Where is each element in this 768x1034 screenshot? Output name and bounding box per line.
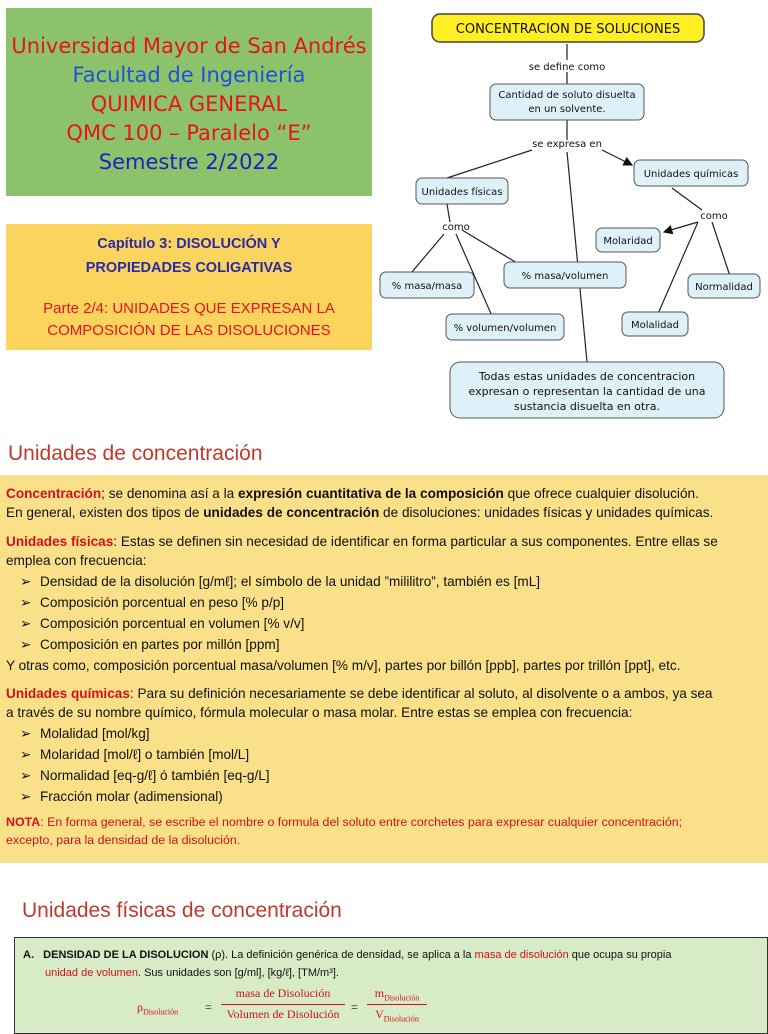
formula-numerator2 bbox=[367, 986, 427, 1002]
course-name: QUIMICA GENERAL bbox=[90, 92, 288, 116]
chapter-title-line2: PROPIEDADES COLIGATIVAS bbox=[85, 260, 293, 276]
formula-m: m bbox=[374, 986, 385, 1000]
semester: Semestre 2/2022 bbox=[98, 150, 280, 174]
chem-item bbox=[20, 724, 150, 743]
density-formula bbox=[137, 986, 437, 1032]
chem-text2: a través de su nombre químico, fórmula molecular o masa molar. Entre estas se emplea con frecuencia: bbox=[6, 705, 633, 720]
phys-item-text: Composición porcentual en volumen [% v/v] bbox=[40, 616, 305, 631]
chem-text1: : Para su definición necesariamente se debe identificar al soluto, al disolvente o a ambos, ya sea bbox=[129, 686, 713, 701]
map-molality: Molalidad bbox=[630, 320, 680, 331]
phys-paragraph bbox=[6, 532, 762, 551]
concentration-section bbox=[0, 475, 768, 863]
p2-text-b: de disoluciones: unidades físicas y unidades químicas. bbox=[379, 505, 714, 520]
phys-item bbox=[20, 635, 280, 654]
chem-item bbox=[20, 787, 223, 806]
bullet-arrow-icon: ➢ bbox=[20, 726, 32, 741]
concept-map bbox=[372, 0, 768, 430]
p2-bold: unidades de concentración bbox=[203, 505, 380, 520]
chem-item bbox=[20, 745, 249, 764]
item-red2: unidad de volumen bbox=[45, 967, 138, 979]
university-name: Universidad Mayor de San Andrés bbox=[11, 34, 367, 58]
phys-item-text: Composición en partes por millón [ppm] bbox=[40, 637, 280, 652]
p2 bbox=[6, 503, 762, 522]
formula-v-sub: Disolución bbox=[383, 1014, 419, 1024]
bullet-arrow-icon: ➢ bbox=[20, 595, 32, 610]
map-molarity: Molaridad bbox=[603, 236, 653, 247]
formula-denominator2 bbox=[367, 1007, 427, 1023]
formula-lhs-sub: Disolución bbox=[143, 1007, 179, 1017]
map-summary-line1: Todas estas unidades de concentracion bbox=[478, 370, 696, 383]
phys-item bbox=[20, 593, 284, 612]
item-text-c: . Sus unidades son [g/ml], [kg/ℓ], [TM/m³]. bbox=[137, 967, 339, 979]
note-text2: excepto, para la densidad de la disolución. bbox=[6, 833, 241, 847]
map-summary-line3: sustancia disuelta en otra. bbox=[514, 400, 660, 413]
p1-text-b: que ofrece cualquier disolución. bbox=[503, 486, 699, 501]
phys-text2: emplea con frecuencia: bbox=[6, 553, 147, 568]
p2-text-a: En general, existen dos tipos de bbox=[6, 505, 204, 520]
note-term: NOTA bbox=[6, 815, 41, 829]
phys-text1: : Estas se definen sin necesidad de identificar en forma particular a sus componentes. Entre ellas se bbox=[113, 534, 718, 549]
chapter-box bbox=[6, 224, 372, 350]
map-link-define: se define como bbox=[528, 62, 606, 73]
formula-lhs bbox=[137, 1000, 178, 1016]
p1-text-a: ; se denomina así a la bbox=[101, 486, 238, 501]
section-title-physical-units: Unidades físicas de concentración bbox=[22, 899, 342, 922]
chapter-part-line2: COMPOSICIÓN DE LAS DISOLUCIONES bbox=[47, 322, 331, 339]
map-definition-line2: en un solvente. bbox=[528, 104, 606, 115]
map-physical-units: Unidades físicas bbox=[421, 187, 503, 198]
map-mass-volume: % masa/volumen bbox=[521, 271, 609, 282]
phys-item-text: Composición porcentual en peso [% p/p] bbox=[40, 595, 285, 610]
note bbox=[6, 813, 762, 832]
item-symbol: (ρ) bbox=[208, 949, 226, 961]
note-text1: : En forma general, se escribe el nombre o formula del soluto entre corchetes para expresar cualquier concentración; bbox=[40, 815, 683, 829]
item-text-a: . La definición genérica de densidad, se aplica a la bbox=[225, 949, 475, 961]
course-code: QMC 100 – Paralelo “E” bbox=[66, 121, 312, 145]
item-letter: A. bbox=[23, 949, 34, 961]
section-title-concentration: Unidades de concentración bbox=[8, 442, 263, 465]
item-red1: masa de disolución bbox=[474, 949, 569, 961]
item-text-b: que ocupa su propia bbox=[568, 949, 672, 961]
bullet-arrow-icon: ➢ bbox=[20, 747, 32, 762]
map-volume-volume: % volumen/volumen bbox=[453, 323, 557, 334]
formula-v: V bbox=[375, 1007, 384, 1021]
bullet-arrow-icon: ➢ bbox=[20, 768, 32, 783]
phys-item-text: Densidad de la disolución [g/mℓ]; el símbolo de la unidad ”mililitro”, también es [mL] bbox=[40, 574, 541, 589]
chapter-part bbox=[6, 298, 372, 342]
p1-bold: expresión cuantitativa de la composición bbox=[237, 486, 504, 501]
bullet-arrow-icon: ➢ bbox=[20, 574, 32, 589]
chem-item-text: Molaridad [mol/ℓ] o también [mol/L] bbox=[40, 747, 250, 762]
term-concentration: Concentración bbox=[6, 486, 102, 501]
formula-rho: ρ bbox=[137, 1000, 143, 1014]
item-title: DENSIDAD DE LA DISOLUCION bbox=[43, 949, 209, 961]
map-link-como-right: como bbox=[700, 211, 728, 222]
formula-eq1: = bbox=[205, 1000, 212, 1014]
phys-other: Y otras como, composición porcentual masa/volumen [% m/v], partes por billón [ppb], partes por trillón [ppt], etc. bbox=[6, 658, 681, 673]
bullet-arrow-icon: ➢ bbox=[20, 637, 32, 652]
formula-denominator: Volumen de Disolución bbox=[226, 1007, 340, 1021]
formula-fraction-bar2 bbox=[367, 1004, 427, 1005]
formula-eq2: = bbox=[351, 1000, 358, 1014]
map-chemical-units: Unidades químicas bbox=[643, 169, 739, 180]
map-link-express: se expresa en bbox=[532, 139, 602, 150]
density-line1 bbox=[23, 947, 671, 964]
map-summary-line2: expresan o representan la cantidad de una bbox=[468, 385, 706, 398]
chem-item bbox=[20, 766, 270, 785]
chem-item-text: Molalidad [mol/kg] bbox=[40, 726, 150, 741]
formula-fraction-bar bbox=[221, 1004, 345, 1005]
bullet-arrow-icon: ➢ bbox=[20, 616, 32, 631]
term-physical-units: Unidades físicas bbox=[6, 534, 114, 549]
course-header bbox=[6, 8, 372, 196]
density-box bbox=[14, 937, 768, 1034]
phys-item bbox=[20, 614, 304, 633]
map-definition-line1: Cantidad de soluto disuelta bbox=[498, 90, 636, 101]
chapter-part-line1: Parte 2/4: UNIDADES QUE EXPRESAN LA bbox=[43, 300, 335, 317]
bullet-arrow-icon: ➢ bbox=[20, 789, 32, 804]
faculty-name: Facultad de Ingeniería bbox=[72, 63, 306, 87]
density-line2 bbox=[45, 965, 339, 982]
chapter-title bbox=[6, 232, 372, 280]
map-link-como-left: como bbox=[442, 222, 470, 233]
chem-paragraph bbox=[6, 684, 762, 703]
chapter-title-line1: Capítulo 3: DISOLUCIÓN Y bbox=[97, 236, 281, 252]
map-normality: Normalidad bbox=[695, 282, 753, 293]
map-title: CONCENTRACION DE SOLUCIONES bbox=[455, 22, 681, 37]
formula-m-sub: Disolución bbox=[384, 993, 420, 1003]
map-mass-mass: % masa/masa bbox=[391, 281, 463, 292]
chem-item-text: Normalidad [eq-g/ℓ] ó también [eq-g/L] bbox=[40, 768, 270, 783]
phys-item bbox=[20, 572, 540, 591]
p1 bbox=[6, 484, 762, 503]
chem-item-text: Fracción molar (adimensional) bbox=[40, 789, 223, 804]
term-chemical-units: Unidades químicas bbox=[6, 686, 130, 701]
formula-numerator: masa de Disolución bbox=[235, 986, 331, 1000]
